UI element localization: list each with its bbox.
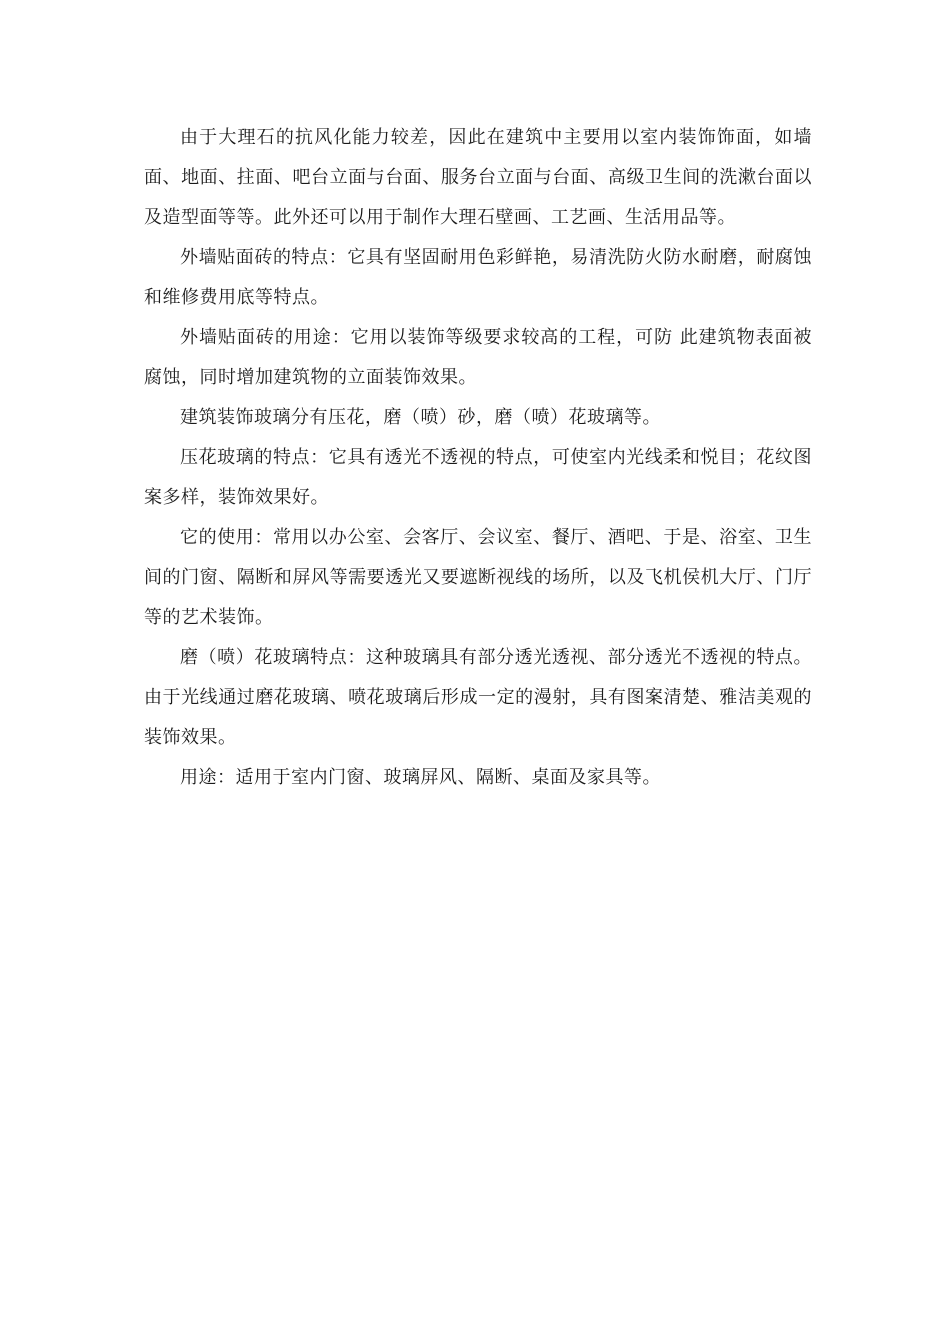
paragraph-tile-features: 外墙贴面砖的特点：它具有坚固耐用色彩鲜艳，易清洗防火防水耐磨，耐腐蚀和维修费用底等特点。 xyxy=(144,247,812,308)
paragraph-frosted-glass-uses: 用途：适用于室内门窗、玻璃屏风、隔断、桌面及家具等。 xyxy=(180,767,661,788)
paragraph-patterned-glass-features: 压花玻璃的特点：它具有透光不透视的特点，可使室内光线柔和悦目；花纹图案多样，装饰效果好。 xyxy=(144,447,812,508)
paragraph-glass-types: 建筑装饰玻璃分有压花，磨（喷）砂，磨（喷）花玻璃等。 xyxy=(180,407,661,428)
paragraph-frosted-glass-features: 磨（喷）花玻璃特点：这种玻璃具有部分透光透视、部分透光不透视的特点。由于光线通过磨花玻璃、喷花玻璃后形成一定的漫射，具有图案清楚、雅洁美观的装饰效果。 xyxy=(144,647,812,748)
paragraph-tile-uses: 外墙贴面砖的用途：它用以装饰等级要求较高的工程，可防 此建筑物表面被腐蚀，同时增加建筑物的立面装饰效果。 xyxy=(144,327,812,388)
document-body xyxy=(144,118,812,798)
paragraph-marble-uses: 由于大理石的抗风化能力较差，因此在建筑中主要用以室内装饰饰面，如墙面、地面、拄面、吧台立面与台面、服务台立面与台面、高级卫生间的洗漱台面以及造型面等等。此外还可以用于制作大理石壁画、工艺画、生活用品等。 xyxy=(144,127,812,228)
paragraph-patterned-glass-usage: 它的使用：常用以办公室、会客厅、会议室、餐厅、酒吧、于是、浴室、卫生间的门窗、隔断和屏风等需要透光又要遮断视线的场所，以及飞机侯机大厅、门厅等的艺术装饰。 xyxy=(144,527,812,628)
